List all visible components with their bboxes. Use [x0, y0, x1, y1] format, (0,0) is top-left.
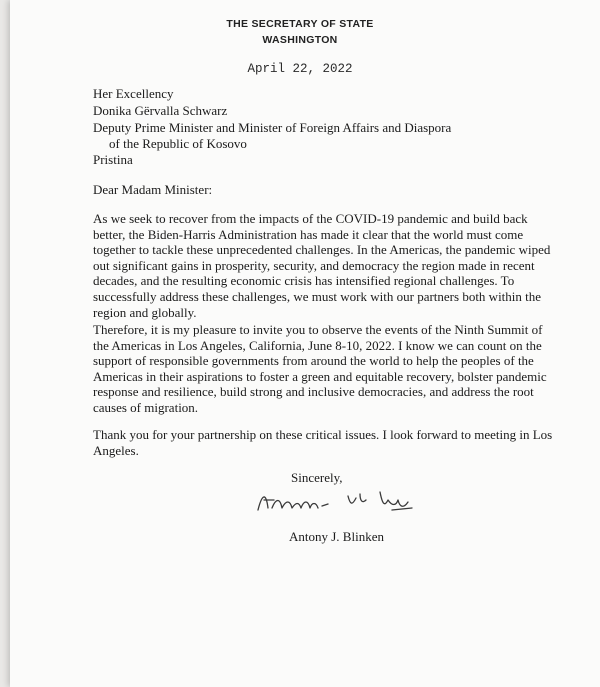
letterhead-city: WASHINGTON [262, 34, 338, 46]
addressee-honorific: Her Excellency [93, 86, 174, 101]
body-paragraph: As we seek to recover from the impacts of the COVID-19 pandemic and build back better, the Biden-Harris Administration has made it clear that the world must come together to tackle these unprecedented challenges. In the Americas, the pandemic wiped out significant gains in prosperity, security, and democracy the region made in recent decades, and the resulting economic crisis has intensified regional challenges. To successfully address these challenges, we must work with our partners both within the region and globally. [93, 211, 551, 320]
addressee-name: Donika Gërvalla Schwarz [93, 103, 228, 118]
body-paragraph: Thank you for your partnership on these critical issues. I look forward to meeting in Los Angeles. [93, 427, 553, 458]
addressee-title: Deputy Prime Minister and Minister of Foreign Affairs and Diaspora [93, 120, 452, 135]
letter-date: April 22, 2022 [247, 62, 353, 76]
letterhead-title: THE SECRETARY OF STATE [226, 18, 374, 30]
body-paragraph: Therefore, it is my pleasure to invite you to observe the events of the Ninth Summit of the Americas in Los Angeles, California, June 8-10, 2022. I know we can count on the support of responsible governments from around the world to help the peoples of the Americas in their aspirations to foster a green and equitable recovery, bolster pandemic response and resilience, build strong and inclusive democracies, and address the root causes of migration. [93, 322, 547, 415]
salutation: Dear Madam Minister: [93, 182, 213, 197]
closing: Sincerely, [291, 470, 343, 485]
signer-name: Antony J. Blinken [289, 529, 384, 544]
addressee-city: Pristina [93, 152, 133, 167]
signature-image [252, 486, 422, 520]
addressee-title-continued: of the Republic of Kosovo [109, 136, 247, 151]
